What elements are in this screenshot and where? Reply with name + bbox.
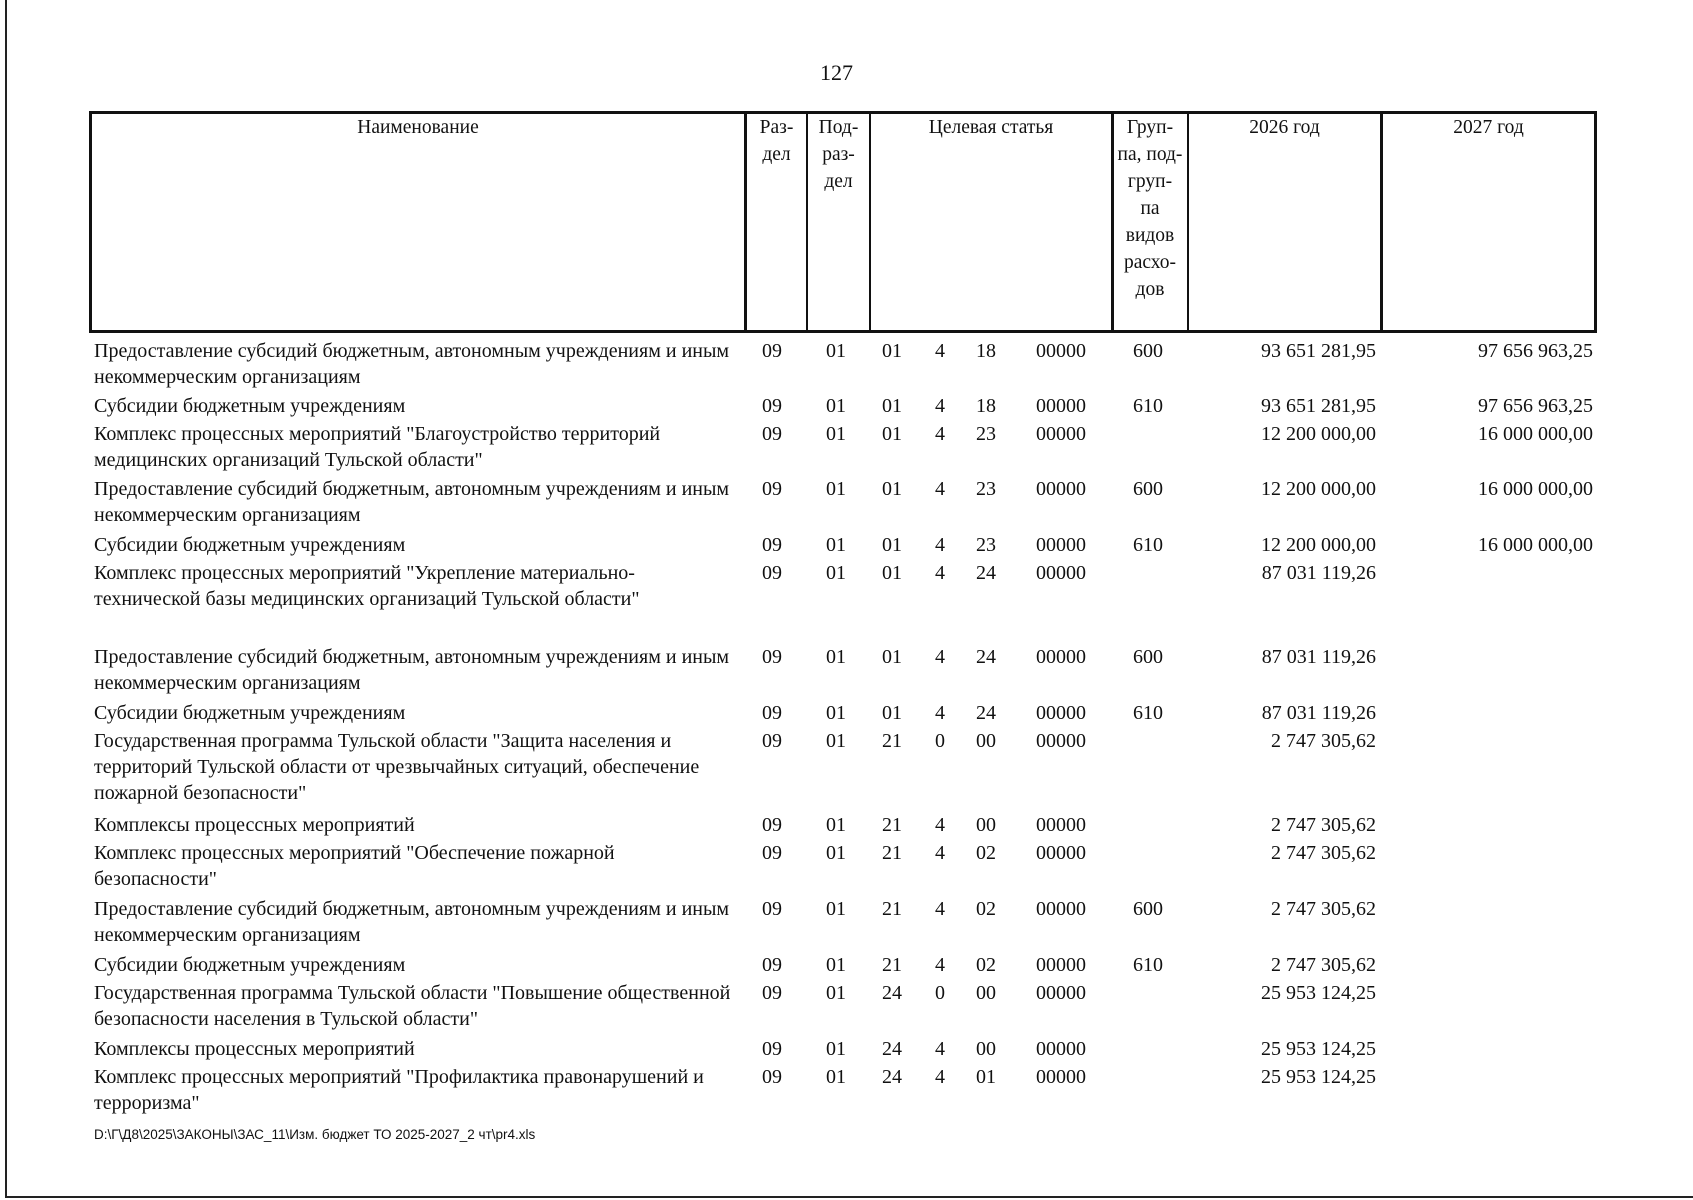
row-podrazdel: 01 <box>826 954 846 976</box>
row-razdel: 09 <box>762 730 782 752</box>
row-name: Субсидии бюджетным учреждениям <box>94 395 406 417</box>
row-target-2: 4 <box>935 842 945 864</box>
row-podrazdel: 01 <box>826 842 846 864</box>
row-podrazdel: 01 <box>826 340 846 362</box>
row-target-2: 4 <box>935 1038 945 1060</box>
row-target-3: 00 <box>976 814 996 836</box>
row-name: Государственная программа Тульской области "Повышение общественной безопасности населения в Тульской области" <box>94 982 731 1030</box>
row-target-4: 00000 <box>1036 562 1086 584</box>
row-target-1: 01 <box>882 395 902 417</box>
header-razdel: Раз- дел <box>759 117 794 165</box>
row-target-3: 24 <box>976 646 996 668</box>
header-2027: 2027 год <box>1453 117 1524 138</box>
row-podrazdel: 01 <box>826 423 846 445</box>
row-podrazdel: 01 <box>826 646 846 668</box>
row-podrazdel: 01 <box>826 982 846 1004</box>
row-target-3: 24 <box>976 702 996 724</box>
row-target-2: 4 <box>935 478 945 500</box>
row-target-3: 00 <box>976 730 996 752</box>
row-razdel: 09 <box>762 842 782 864</box>
row-target-4: 00000 <box>1036 730 1086 752</box>
row-target-4: 00000 <box>1036 646 1086 668</box>
row-2027: 16 000 000,00 <box>1478 534 1593 556</box>
row-2026: 2 747 305,62 <box>1271 954 1376 976</box>
row-name: Предоставление субсидий бюджетным, автономным учреждениям и иным некоммерческим организациям <box>94 340 730 388</box>
row-target-3: 24 <box>976 562 996 584</box>
row-2027: 97 656 963,25 <box>1478 340 1593 362</box>
row-razdel: 09 <box>762 395 782 417</box>
row-name: Комплекс процессных мероприятий "Благоустройство территорий медицинских организаций Тульской области" <box>94 423 661 471</box>
row-target-1: 24 <box>882 982 902 1004</box>
row-target-3: 00 <box>976 1038 996 1060</box>
row-name: Субсидии бюджетным учреждениям <box>94 534 406 556</box>
row-2026: 12 200 000,00 <box>1261 534 1376 556</box>
row-razdel: 09 <box>762 423 782 445</box>
row-target-3: 18 <box>976 340 996 362</box>
row-target-4: 00000 <box>1036 842 1086 864</box>
row-name: Государственная программа Тульской области "Защита населения и территорий Тульской области от чрезвычайных ситуаций, обеспечение пожарной безопасности" <box>94 730 700 804</box>
header-podrazdel: Под- раз- дел <box>818 117 859 192</box>
row-podrazdel: 01 <box>826 898 846 920</box>
row-group: 610 <box>1133 954 1163 976</box>
row-name: Субсидии бюджетным учреждениям <box>94 702 406 724</box>
row-target-1: 21 <box>882 898 902 920</box>
row-2026: 25 953 124,25 <box>1261 1038 1376 1060</box>
row-target-2: 4 <box>935 534 945 556</box>
row-target-3: 02 <box>976 898 996 920</box>
row-podrazdel: 01 <box>826 478 846 500</box>
row-target-3: 23 <box>976 534 996 556</box>
row-podrazdel: 01 <box>826 814 846 836</box>
row-razdel: 09 <box>762 562 782 584</box>
row-podrazdel: 01 <box>826 702 846 724</box>
row-razdel: 09 <box>762 340 782 362</box>
row-target-1: 01 <box>882 340 902 362</box>
row-razdel: 09 <box>762 702 782 724</box>
row-2026: 2 747 305,62 <box>1271 814 1376 836</box>
row-target-3: 02 <box>976 954 996 976</box>
row-name: Комплекс процессных мероприятий "Профилактика правонарушений и терроризма" <box>94 1066 704 1114</box>
row-razdel: 09 <box>762 1066 782 1088</box>
row-2026: 12 200 000,00 <box>1261 423 1376 445</box>
row-2026: 2 747 305,62 <box>1271 898 1376 920</box>
row-group: 600 <box>1133 646 1163 668</box>
row-target-3: 01 <box>976 1066 996 1088</box>
row-target-2: 4 <box>935 814 945 836</box>
row-target-4: 00000 <box>1036 1038 1086 1060</box>
row-podrazdel: 01 <box>826 534 846 556</box>
row-name: Комплексы процессных мероприятий <box>94 814 415 836</box>
row-group: 600 <box>1133 340 1163 362</box>
row-target-2: 4 <box>935 898 945 920</box>
row-2027: 16 000 000,00 <box>1478 423 1593 445</box>
row-target-1: 21 <box>882 954 902 976</box>
row-razdel: 09 <box>762 478 782 500</box>
row-name: Предоставление субсидий бюджетным, автономным учреждениям и иным некоммерческим организациям <box>94 478 730 526</box>
row-target-4: 00000 <box>1036 478 1086 500</box>
row-target-3: 02 <box>976 842 996 864</box>
row-target-1: 01 <box>882 478 902 500</box>
row-target-1: 01 <box>882 423 902 445</box>
row-razdel: 09 <box>762 954 782 976</box>
row-group: 600 <box>1133 898 1163 920</box>
row-2026: 87 031 119,26 <box>1261 702 1376 724</box>
header-divider <box>1187 111 1189 333</box>
row-target-2: 4 <box>935 423 945 445</box>
header-2026: 2026 год <box>1249 117 1320 138</box>
row-2026: 12 200 000,00 <box>1261 478 1376 500</box>
row-target-4: 00000 <box>1036 954 1086 976</box>
row-target-1: 01 <box>882 562 902 584</box>
row-target-1: 24 <box>882 1066 902 1088</box>
row-name: Субсидии бюджетным учреждениям <box>94 954 406 976</box>
row-target-4: 00000 <box>1036 340 1086 362</box>
row-target-2: 4 <box>935 395 945 417</box>
row-target-2: 4 <box>935 340 945 362</box>
row-name: Предоставление субсидий бюджетным, автономным учреждениям и иным некоммерческим организациям <box>94 646 730 694</box>
row-target-1: 01 <box>882 646 902 668</box>
row-target-4: 00000 <box>1036 534 1086 556</box>
row-target-1: 01 <box>882 702 902 724</box>
row-target-4: 00000 <box>1036 702 1086 724</box>
row-2027: 16 000 000,00 <box>1478 478 1593 500</box>
row-podrazdel: 01 <box>826 730 846 752</box>
row-2026: 25 953 124,25 <box>1261 1066 1376 1088</box>
header-target-article: Целевая статья <box>928 117 1054 138</box>
row-target-1: 01 <box>882 534 902 556</box>
row-name: Комплекс процессных мероприятий "Укрепление материально-технической базы медицинских организаций Тульской области" <box>94 562 640 610</box>
row-target-4: 00000 <box>1036 898 1086 920</box>
row-group: 610 <box>1133 534 1163 556</box>
row-target-2: 4 <box>935 1066 945 1088</box>
row-2027: 97 656 963,25 <box>1478 395 1593 417</box>
row-target-2: 4 <box>935 646 945 668</box>
row-target-2: 4 <box>935 954 945 976</box>
page-frame-left <box>5 0 7 1198</box>
row-2026: 2 747 305,62 <box>1271 842 1376 864</box>
row-target-1: 21 <box>882 814 902 836</box>
row-target-2: 4 <box>935 562 945 584</box>
row-target-3: 23 <box>976 478 996 500</box>
row-name: Комплексы процессных мероприятий <box>94 1038 415 1060</box>
row-target-4: 00000 <box>1036 814 1086 836</box>
page-frame-bottom <box>5 1196 1693 1198</box>
row-target-2: 4 <box>935 702 945 724</box>
row-target-3: 00 <box>976 982 996 1004</box>
row-2026: 87 031 119,26 <box>1261 646 1376 668</box>
row-target-4: 00000 <box>1036 982 1086 1004</box>
row-2026: 2 747 305,62 <box>1271 730 1376 752</box>
row-name: Комплекс процессных мероприятий "Обеспечение пожарной безопасности" <box>94 842 615 890</box>
row-razdel: 09 <box>762 898 782 920</box>
file-path-footer: D:\Г\Д8\2025\ЗАКОНЫ\ЗАС_11\Изм. бюджет ТО 2025-2027_2 чт\pr4.xls <box>94 1127 536 1142</box>
row-target-1: 21 <box>882 842 902 864</box>
page-number: 127 <box>820 60 853 85</box>
row-razdel: 09 <box>762 982 782 1004</box>
row-razdel: 09 <box>762 534 782 556</box>
row-target-3: 18 <box>976 395 996 417</box>
row-razdel: 09 <box>762 646 782 668</box>
row-group: 610 <box>1133 395 1163 417</box>
row-podrazdel: 01 <box>826 1066 846 1088</box>
row-target-4: 00000 <box>1036 423 1086 445</box>
row-razdel: 09 <box>762 1038 782 1060</box>
row-target-1: 21 <box>882 730 902 752</box>
row-target-4: 00000 <box>1036 395 1086 417</box>
row-2026: 87 031 119,26 <box>1261 562 1376 584</box>
row-podrazdel: 01 <box>826 1038 846 1060</box>
row-target-2: 0 <box>935 982 945 1004</box>
row-2026: 93 651 281,95 <box>1261 340 1376 362</box>
row-name: Предоставление субсидий бюджетным, автономным учреждениям и иным некоммерческим организациям <box>94 898 730 946</box>
header-divider <box>869 111 871 333</box>
row-razdel: 09 <box>762 814 782 836</box>
row-podrazdel: 01 <box>826 395 846 417</box>
row-target-2: 0 <box>935 730 945 752</box>
row-target-1: 24 <box>882 1038 902 1060</box>
header-name: Наименование <box>357 117 479 138</box>
row-podrazdel: 01 <box>826 562 846 584</box>
row-group: 600 <box>1133 478 1163 500</box>
row-target-3: 23 <box>976 423 996 445</box>
header-group: Груп- па, под- груп- па видов расхо- дов <box>1117 117 1183 300</box>
header-divider <box>1380 111 1383 333</box>
row-2026: 93 651 281,95 <box>1261 395 1376 417</box>
row-group: 610 <box>1133 702 1163 724</box>
row-2026: 25 953 124,25 <box>1261 982 1376 1004</box>
row-target-4: 00000 <box>1036 1066 1086 1088</box>
